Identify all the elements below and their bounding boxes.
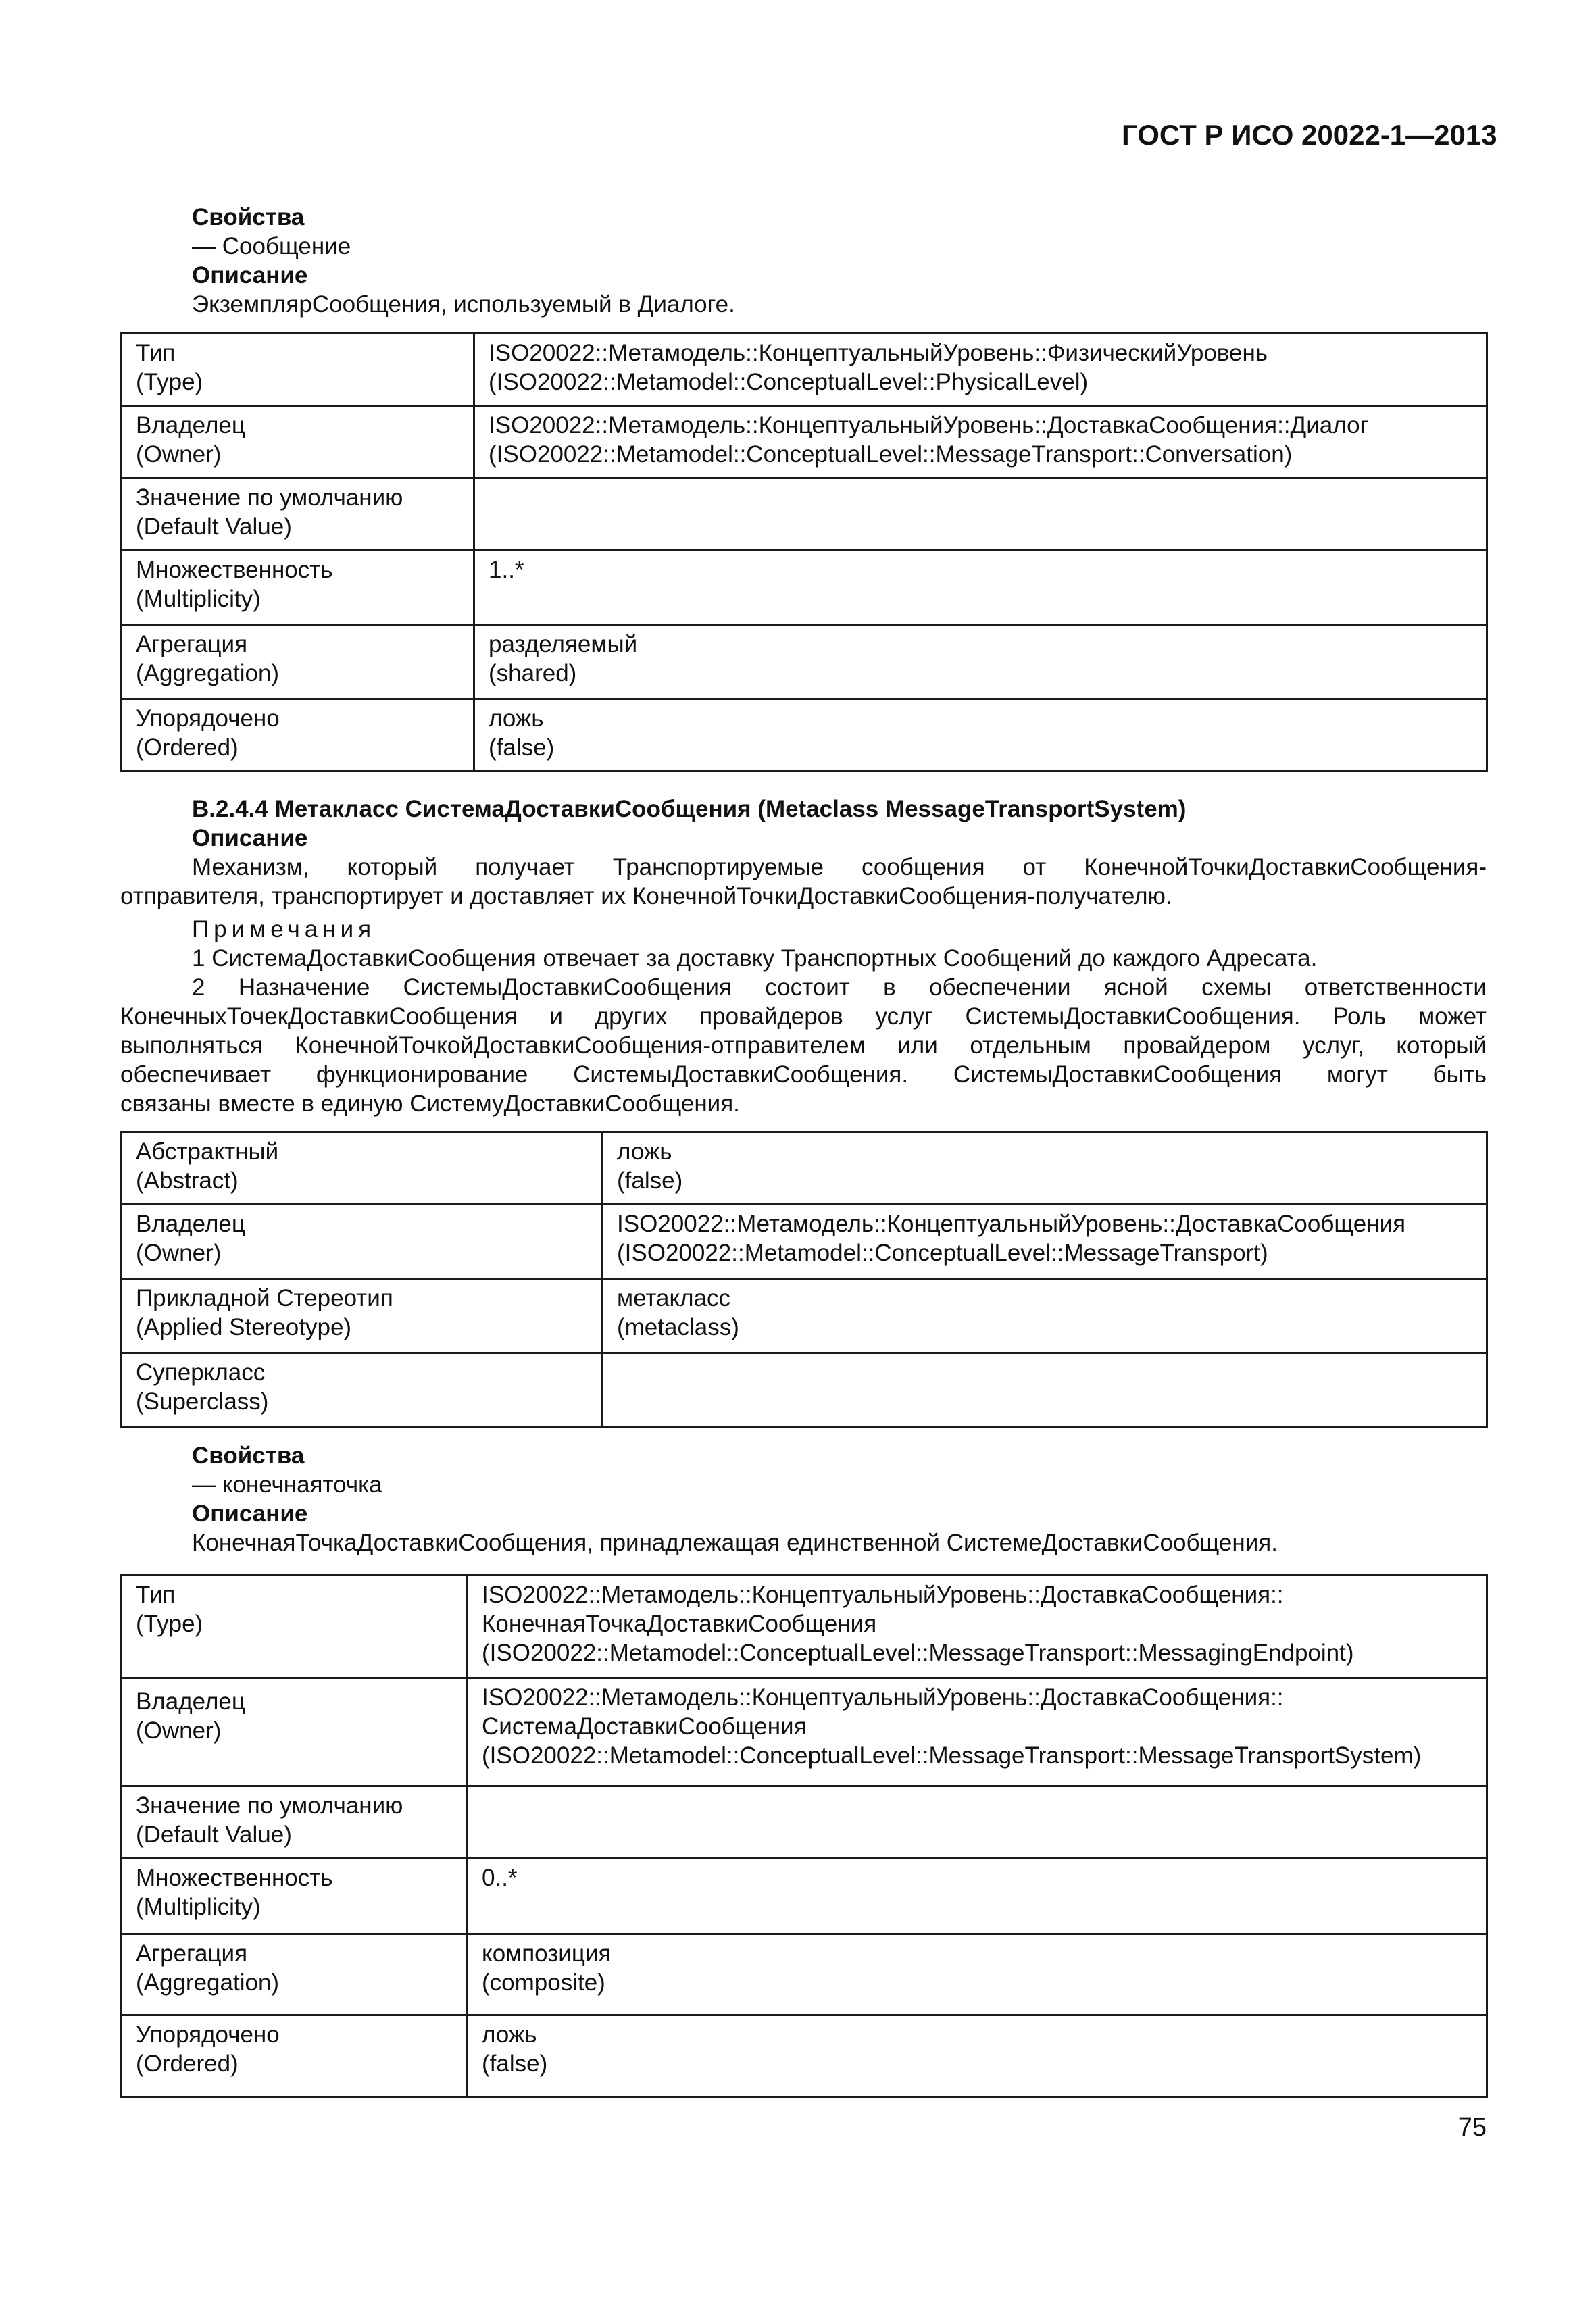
table-value-cell: ISO20022::Метамодель::КонцептуальныйУровень::ДоставкаСообщения::Диалог (ISO20022::Metamodel::ConceptualLevel::MessageTransport::Conversation) — [474, 406, 1487, 478]
table-key-cell: Абстрактный (Abstract) — [122, 1132, 603, 1205]
description-line: Механизм, который получает Транспортируемые сообщения от КонечнойТочкиДоставкиСообщения- — [192, 854, 1487, 880]
note-2-line: КонечныхТочекДоставкиСообщения и других провайдеров услуг СистемыДоставкиСообщения. Роль может — [120, 1003, 1487, 1030]
table-row — [122, 1678, 1487, 1786]
table-row — [122, 1279, 1487, 1353]
page-number: 75 — [1457, 2113, 1487, 2142]
table-row — [122, 1205, 1487, 1279]
notes-label: Примечания — [192, 916, 376, 942]
property-item: — Сообщение — [192, 233, 351, 259]
table-key-cell: Агрегация (Aggregation) — [122, 1934, 468, 2015]
section-heading: B.2.4.4 Метакласс СистемаДоставкиСообщения (Metaclass MessageTransportSystem) — [192, 796, 1187, 822]
description-label: Описание — [192, 1501, 308, 1527]
table-key-cell: Владелец (Owner) — [122, 1678, 468, 1786]
table-value-cell — [474, 478, 1487, 551]
table-row — [122, 1576, 1487, 1678]
table-key-cell: Тип (Type) — [122, 1576, 468, 1678]
table-value-cell: ISO20022::Метамодель::КонцептуальныйУровень::ФизическийУровень (ISO20022::Metamodel::ConceptualLevel::PhysicalLevel) — [474, 334, 1487, 406]
table-row — [122, 699, 1487, 772]
properties-label: Свойства — [192, 1442, 305, 1469]
table-key-cell: Значение по умолчанию (Default Value) — [122, 1786, 468, 1859]
table-value-cell: метакласс (metaclass) — [603, 1279, 1487, 1353]
table-value-cell: ложь (false) — [468, 2015, 1487, 2097]
table-value-cell — [468, 1786, 1487, 1859]
table-value-cell: ложь (false) — [474, 699, 1487, 772]
note-2-line: обеспечивает функционирование СистемыДоставкиСообщения. СистемыДоставкиСообщения могут быть — [120, 1061, 1487, 1088]
table-value-cell: 0..* — [468, 1859, 1487, 1934]
table-key-cell: Тип (Type) — [122, 334, 474, 406]
table-row — [122, 406, 1487, 478]
table-value-cell: ISO20022::Метамодель::КонцептуальныйУровень::ДоставкаСообщения:: КонечнаяТочкаДоставкиСообщения (ISO20022::Metamodel::ConceptualLevel::MessageTransport::MessagingEndpoint) — [468, 1576, 1487, 1678]
table-key-cell: Множественность (Multiplicity) — [122, 1859, 468, 1934]
description-text: КонечнаяТочкаДоставкиСообщения, принадлежащая единственной СистемеДоставкиСообщения. — [192, 1530, 1278, 1556]
table-key-cell: Прикладной Стереотип (Applied Stereotype) — [122, 1279, 603, 1353]
property-table-metaclass — [120, 1131, 1488, 1428]
description-line: отправителя, транспортирует и доставляет их КонечнойТочкиДоставкиСообщения-получателю. — [120, 883, 1172, 909]
section-endpoint-property — [120, 1441, 1487, 1557]
note-1: 1 СистемаДоставкиСообщения отвечает за доставку Транспортных Сообщений до каждого Адресата. — [192, 945, 1318, 972]
table-row — [122, 625, 1487, 699]
table-value-cell: композиция (composite) — [468, 1934, 1487, 2015]
table-key-cell: Упорядочено (Ordered) — [122, 2015, 468, 2097]
table-row — [122, 334, 1487, 406]
table-row — [122, 551, 1487, 625]
table-row — [122, 1353, 1487, 1428]
note-2-line: связаны вместе в единую СистемуДоставкиСообщения. — [120, 1090, 740, 1117]
table-row — [122, 1132, 1487, 1205]
description-label: Описание — [192, 825, 308, 851]
table-value-cell: ложь (false) — [603, 1132, 1487, 1205]
property-table-endpoint — [120, 1574, 1488, 2098]
description-label: Описание — [192, 262, 308, 288]
document-header: ГОСТ Р ИСО 20022-1—2013 — [1122, 119, 1497, 151]
table-key-cell: Суперкласс (Superclass) — [122, 1353, 603, 1428]
table-value-cell — [603, 1353, 1487, 1428]
table-value-cell: 1..* — [474, 551, 1487, 625]
table-key-cell: Владелец (Owner) — [122, 1205, 603, 1279]
properties-label: Свойства — [192, 204, 305, 230]
table-key-cell: Значение по умолчанию (Default Value) — [122, 478, 474, 551]
table-value-cell: ISO20022::Метамодель::КонцептуальныйУровень::ДоставкаСообщения:: СистемаДоставкиСообщения (ISO20022::Metamodel::ConceptualLevel::MessageTransport::MessageTransportSystem) — [468, 1678, 1487, 1786]
property-table-message — [120, 332, 1488, 772]
table-key-cell: Владелец (Owner) — [122, 406, 474, 478]
section-message-property — [120, 203, 1487, 319]
table-row — [122, 1786, 1487, 1859]
table-row — [122, 1859, 1487, 1934]
note-2-line: выполняться КонечнойТочкойДоставкиСообщения-отправителем или отдельным провайдером услуг, который — [120, 1032, 1487, 1059]
table-key-cell: Агрегация (Aggregation) — [122, 625, 474, 699]
note-2-line: 2 Назначение СистемыДоставкиСообщения состоит в обеспечении ясной схемы ответственности — [192, 974, 1487, 1001]
table-row — [122, 1934, 1487, 2015]
property-item: — конечнаяточка — [192, 1472, 382, 1498]
table-row — [122, 478, 1487, 551]
table-row — [122, 2015, 1487, 2097]
table-key-cell: Множественность (Multiplicity) — [122, 551, 474, 625]
description-text: ЭкземплярСообщения, используемый в Диалоге. — [192, 291, 735, 318]
table-value-cell: разделяемый (shared) — [474, 625, 1487, 699]
table-value-cell: ISO20022::Метамодель::КонцептуальныйУровень::ДоставкаСообщения (ISO20022::Metamodel::ConceptualLevel::MessageTransport) — [603, 1205, 1487, 1279]
table-key-cell: Упорядочено (Ordered) — [122, 699, 474, 772]
section-metaclass — [120, 795, 1487, 1118]
